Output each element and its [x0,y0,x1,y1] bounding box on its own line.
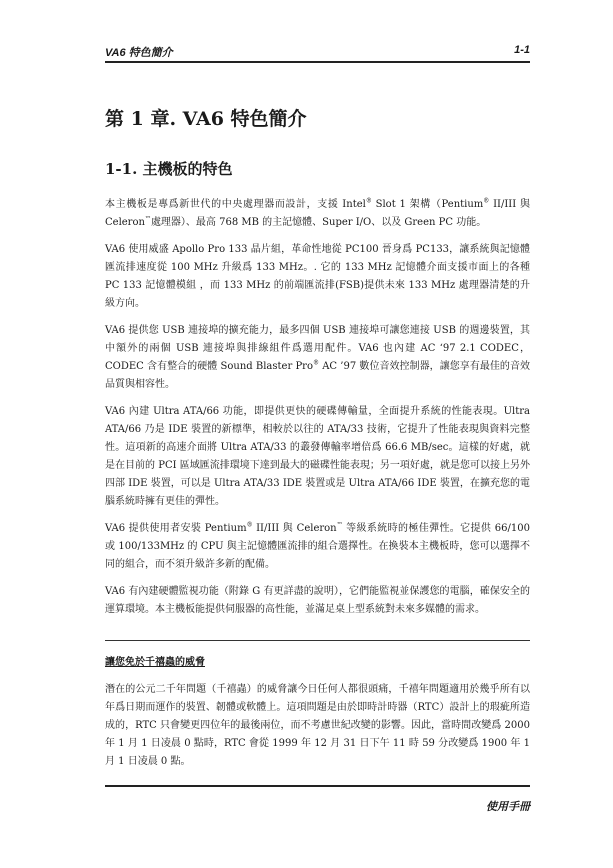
paragraph-intro [105,196,530,232]
header-page-number: 1-1 [514,44,530,56]
y2k-section [105,654,530,771]
p1-text-b: Slot 1 架構（Pentium [371,199,484,210]
p5-text-a: VA6 提供使用者安裝 Pentium [105,523,247,534]
body-text [105,196,530,628]
registered-mark: ® [312,359,319,367]
registered-mark: ® [483,197,490,205]
paragraph-ultra-ata: VA6 內建 Ultra ATA/66 功能，即提供更快的硬碟傳輸量，全面提升系統的性能表現。Ultra ATA/66 乃是 IDE 裝置的新標準，相較於以往的 ATA/33 技術，它提升了性能表現與資料完整性。這項新的高速介面將 Ultra ATA/33 的叢發傳輸率增倍爲 66.6 MB/sec。這樣的好處，就是在目前的 PCI 區域匯流排環境下達到最大的磁碟性能表現；另一項好處，就是您可以接上另外四部 IDE 裝置，可以是 Ultra ATA/33 IDE 裝置或是 Ultra ATA/66 IDE 裝置，在擴充您的電腦系統時擁有更佳的彈性。 [105,406,530,507]
registered-mark: ® [246,521,253,529]
section-divider [105,640,530,641]
p3-text-b: AC ’97 數位音效控制器，讓您享有最佳的音效品質與相容性。 [105,361,530,390]
p1-text-d: 處理器）、最高 768 MB 的主記憶體、Super I/O、以及 Green PC 功能。 [150,217,487,228]
paragraph-hardware-monitor: VA6 有內建硬體監視功能（附錄 G 有更詳盡的說明），它們能監視並保護您的電腦，確保安全的運算環境。本主機板能提供伺服器的高性能，並滿足桌上型系統對未來多媒體的需求。 [105,586,530,615]
trademark-mark: ™ [144,215,151,223]
page-header [105,41,530,63]
p5-text-b: II/III 與 Celeron [252,523,337,534]
header-title: VA6 特色簡介 [105,47,173,59]
paragraph-chipset: VA6 使用威盛 Apollo Pro 133 晶片組，革命性地從 PC100 晉身爲 PC133，讓系統與記憶體匯流排速度從 100 MHz 升級爲 133 MHz。. 它的 133 MHz 記憶體介面支援市面上的各種 PC 133 記憶體模組 ，而 133 MHz 的前端匯流排(FSB)提供未來 133 MHz 處理器清楚的升級方向。 [105,244,530,309]
paragraph-usb-audio [105,322,530,394]
p1-text-c: II/III 與 Celeron [105,199,530,228]
p1-text-a: 本主機板是專爲新世代的中央處理器而設計，支援 Intel [105,199,366,210]
registered-mark: ® [365,197,372,205]
paragraph-cpu-flexibility [105,520,530,574]
trademark-mark: ™ [336,521,343,529]
p3-text-a: VA6 提供您 USB 連接埠的擴充能力，最多四個 USB 連接埠可讓您連接 USB 的週邊裝置，其中額外的兩個 USB 連接埠與排線組件爲選用配件。VA6 也內建 AC ‘97 2.1 CODEC，CODEC 含有整合的硬體 Sound Blaster Pro [105,325,530,372]
y2k-body: 潛在的公元二千年問題（千禧蟲）的威脅讓今日任何人都很頭痛，千禧年問題適用於幾乎所有以年爲日期而運作的裝置、韌體或軟體上。這項問題是由於即時計時器（RTC）設計上的瑕疵所造成的，RTC 只會變更四位年的最後兩位，而不考慮世紀改變的影響。因此，當時間改變爲 2000 年 1 月 1 日凌晨 0 點時，RTC 會從 1999 年 12 月 31 日下午 11 時 59 分改變爲 1900 年 1 月 1 日凌晨 0 點。 [105,684,530,767]
section-title: 1-1. 主機板的特色 [105,160,233,178]
chapter-title: 第 1 章. VA6 特色簡介 [105,108,307,130]
footer-title: 使用手冊 [486,801,530,813]
footer-rule [105,785,530,787]
p5-text-c: 等級系統時的極佳彈性。它提供 66/100 或 100/133MHz 的 CPU 與主記憶體匯流排的組合選擇性。在換裝本主機板時，您可以選擇不同的組合，而不須升級許多新的配備。 [105,523,530,570]
y2k-heading: 讓您免於千禧蟲的威脅 [105,657,205,668]
